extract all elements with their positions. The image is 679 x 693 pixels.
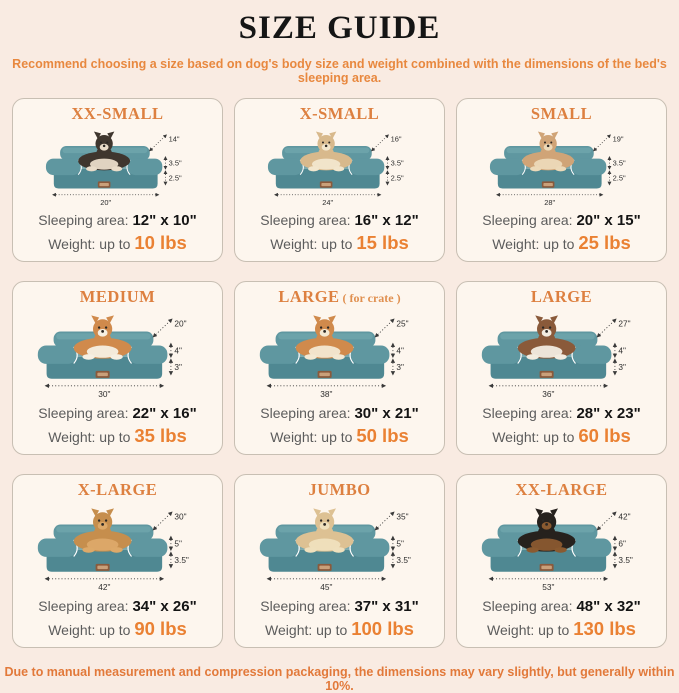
bed-illustration bbox=[17, 307, 218, 405]
dim-width-label: 24" bbox=[322, 198, 334, 208]
dim-height2-label: 2.5" bbox=[612, 173, 626, 183]
dim-height2-label: 3.5" bbox=[618, 555, 633, 566]
dim-height1-label: 4" bbox=[396, 345, 404, 356]
sleeping-area-line bbox=[239, 405, 440, 424]
sleeping-area-label: Sleeping area: bbox=[38, 405, 129, 422]
size-name: JUMBO bbox=[308, 480, 371, 500]
bed-dog-figure bbox=[461, 124, 662, 212]
size-name: XX-LARGE bbox=[515, 480, 608, 500]
dim-depth-label: 35" bbox=[396, 511, 409, 522]
weight-line bbox=[239, 232, 440, 254]
weight-line bbox=[461, 425, 662, 447]
sleeping-area-line bbox=[239, 598, 440, 617]
sleeping-area-line bbox=[17, 598, 218, 617]
sleeping-area-label: Sleeping area: bbox=[260, 598, 351, 615]
size-card-title bbox=[17, 104, 218, 124]
size-card-x-large bbox=[12, 474, 223, 648]
sleeping-area-value: 30" x 21" bbox=[354, 405, 419, 423]
bed-illustration bbox=[17, 500, 218, 598]
sleeping-area-label: Sleeping area: bbox=[38, 598, 129, 615]
size-name: X-LARGE bbox=[77, 480, 158, 500]
dim-height1-label: 5" bbox=[174, 538, 182, 549]
dim-height2-label: 2.5" bbox=[390, 173, 404, 183]
weight-value: 15 lbs bbox=[356, 232, 409, 254]
sleeping-area-label: Sleeping area: bbox=[38, 212, 129, 229]
page-title: SIZE GUIDE bbox=[238, 10, 441, 46]
weight-label: Weight: up to bbox=[487, 622, 570, 639]
dim-height1-label: 4" bbox=[174, 345, 182, 356]
sleeping-area-line bbox=[17, 405, 218, 424]
sleeping-area-label: Sleeping area: bbox=[260, 405, 351, 422]
size-name: LARGE bbox=[530, 287, 593, 307]
sleeping-area-value: 22" x 16" bbox=[132, 405, 197, 423]
size-card-large-crate bbox=[234, 281, 445, 455]
dim-height2-label: 3" bbox=[618, 362, 626, 373]
dim-width-label: 36" bbox=[542, 389, 555, 400]
bed-illustration bbox=[461, 124, 662, 212]
weight-value: 50 lbs bbox=[356, 425, 409, 447]
bed-illustration bbox=[461, 307, 662, 405]
dim-width-label: 38" bbox=[320, 389, 333, 400]
bed-illustration bbox=[239, 307, 440, 405]
bed-illustration bbox=[461, 500, 662, 598]
sleeping-area-line bbox=[239, 212, 440, 231]
dim-width-label: 28" bbox=[544, 198, 556, 208]
size-card-title bbox=[239, 287, 440, 307]
weight-label: Weight: up to bbox=[265, 622, 348, 639]
weight-value: 35 lbs bbox=[134, 425, 187, 447]
weight-label: Weight: up to bbox=[270, 429, 353, 446]
dim-height2-label: 3" bbox=[396, 362, 404, 373]
weight-label: Weight: up to bbox=[270, 236, 353, 253]
footer-note: Due to manual measurement and compression packaging, the dimensions may vary slightly, but generally within 10%. bbox=[4, 665, 675, 693]
bed-dog-figure bbox=[461, 307, 662, 405]
dim-depth-label: 19" bbox=[612, 134, 624, 144]
size-card-title bbox=[17, 480, 218, 500]
size-name: XX-SMALL bbox=[71, 104, 164, 124]
dim-height1-label: 3.5" bbox=[612, 158, 626, 168]
weight-label: Weight: up to bbox=[48, 622, 131, 639]
dim-height2-label: 3.5" bbox=[396, 555, 411, 566]
weight-line bbox=[239, 618, 440, 640]
sleeping-area-line bbox=[461, 405, 662, 424]
bed-dog-figure bbox=[239, 124, 440, 212]
dim-width-label: 53" bbox=[542, 582, 555, 593]
weight-line bbox=[461, 232, 662, 254]
sleeping-area-value: 34" x 26" bbox=[132, 598, 197, 616]
size-grid bbox=[0, 98, 679, 648]
size-name: LARGE bbox=[278, 287, 340, 307]
sleeping-area-line bbox=[17, 212, 218, 231]
weight-line bbox=[239, 425, 440, 447]
weight-value: 25 lbs bbox=[578, 232, 631, 254]
dim-height2-label: 2.5" bbox=[168, 173, 182, 183]
size-card-xx-small bbox=[12, 98, 223, 262]
bed-dog-figure bbox=[461, 500, 662, 598]
sleeping-area-value: 48" x 32" bbox=[576, 598, 641, 616]
sleeping-area-label: Sleeping area: bbox=[482, 405, 573, 422]
weight-label: Weight: up to bbox=[492, 236, 575, 253]
weight-label: Weight: up to bbox=[48, 236, 131, 253]
weight-line bbox=[17, 232, 218, 254]
dim-height1-label: 3.5" bbox=[390, 158, 404, 168]
weight-label: Weight: up to bbox=[48, 429, 131, 446]
weight-line bbox=[17, 425, 218, 447]
sleeping-area-line bbox=[461, 598, 662, 617]
weight-value: 130 lbs bbox=[573, 618, 636, 640]
weight-label: Weight: up to bbox=[492, 429, 575, 446]
bed-dog-figure bbox=[239, 307, 440, 405]
sleeping-area-label: Sleeping area: bbox=[482, 598, 573, 615]
dim-width-label: 30" bbox=[98, 389, 111, 400]
size-card-title bbox=[461, 104, 662, 124]
weight-value: 100 lbs bbox=[351, 618, 414, 640]
weight-line bbox=[17, 618, 218, 640]
dim-width-label: 20" bbox=[100, 198, 112, 208]
dim-height1-label: 4" bbox=[618, 345, 626, 356]
size-card-title bbox=[239, 104, 440, 124]
sleeping-area-value: 37" x 31" bbox=[354, 598, 419, 616]
sleeping-area-value: 28" x 23" bbox=[576, 405, 641, 423]
bed-dog-figure bbox=[17, 124, 218, 212]
dim-depth-label: 27" bbox=[618, 318, 631, 329]
bed-dog-figure bbox=[17, 307, 218, 405]
weight-line bbox=[461, 618, 662, 640]
bed-illustration bbox=[17, 124, 218, 212]
size-card-xx-large bbox=[456, 474, 667, 648]
size-card-title bbox=[461, 287, 662, 307]
sleeping-area-value: 12" x 10" bbox=[132, 212, 197, 230]
bed-illustration bbox=[239, 124, 440, 212]
dim-height1-label: 5" bbox=[396, 538, 404, 549]
weight-value: 90 lbs bbox=[134, 618, 187, 640]
size-card-title bbox=[17, 287, 218, 307]
page-subtitle: Recommend choosing a size based on dog's body size and weight combined with the dimensions of the bed's sleeping area. bbox=[12, 57, 667, 86]
sleeping-area-label: Sleeping area: bbox=[482, 212, 573, 229]
sleeping-area-value: 16" x 12" bbox=[354, 212, 419, 230]
size-card-x-small bbox=[234, 98, 445, 262]
size-name: SMALL bbox=[530, 104, 593, 124]
size-card-jumbo bbox=[234, 474, 445, 648]
sleeping-area-value: 20" x 15" bbox=[576, 212, 641, 230]
size-card-title bbox=[461, 480, 662, 500]
sleeping-area-line bbox=[461, 212, 662, 231]
size-card-medium bbox=[12, 281, 223, 455]
size-name: MEDIUM bbox=[79, 287, 156, 307]
dim-depth-label: 20" bbox=[174, 318, 187, 329]
dim-height1-label: 3.5" bbox=[168, 158, 182, 168]
size-name: X-SMALL bbox=[299, 104, 380, 124]
dim-depth-label: 25" bbox=[396, 318, 409, 329]
dim-depth-label: 16" bbox=[390, 134, 402, 144]
dim-height2-label: 3.5" bbox=[174, 555, 189, 566]
sleeping-area-label: Sleeping area: bbox=[260, 212, 351, 229]
dim-depth-label: 14" bbox=[168, 134, 180, 144]
bed-dog-figure bbox=[239, 500, 440, 598]
bed-dog-figure bbox=[17, 500, 218, 598]
dim-width-label: 45" bbox=[320, 582, 333, 593]
dim-height2-label: 3" bbox=[174, 362, 182, 373]
dim-width-label: 42" bbox=[98, 582, 111, 593]
size-card-large bbox=[456, 281, 667, 455]
size-name-suffix: ( for crate ) bbox=[339, 291, 401, 306]
weight-value: 60 lbs bbox=[578, 425, 631, 447]
size-card-title bbox=[239, 480, 440, 500]
weight-value: 10 lbs bbox=[134, 232, 187, 254]
size-card-small bbox=[456, 98, 667, 262]
bed-illustration bbox=[239, 500, 440, 598]
dim-depth-label: 30" bbox=[174, 511, 187, 522]
dim-depth-label: 42" bbox=[618, 511, 631, 522]
dim-height1-label: 6" bbox=[618, 538, 626, 549]
